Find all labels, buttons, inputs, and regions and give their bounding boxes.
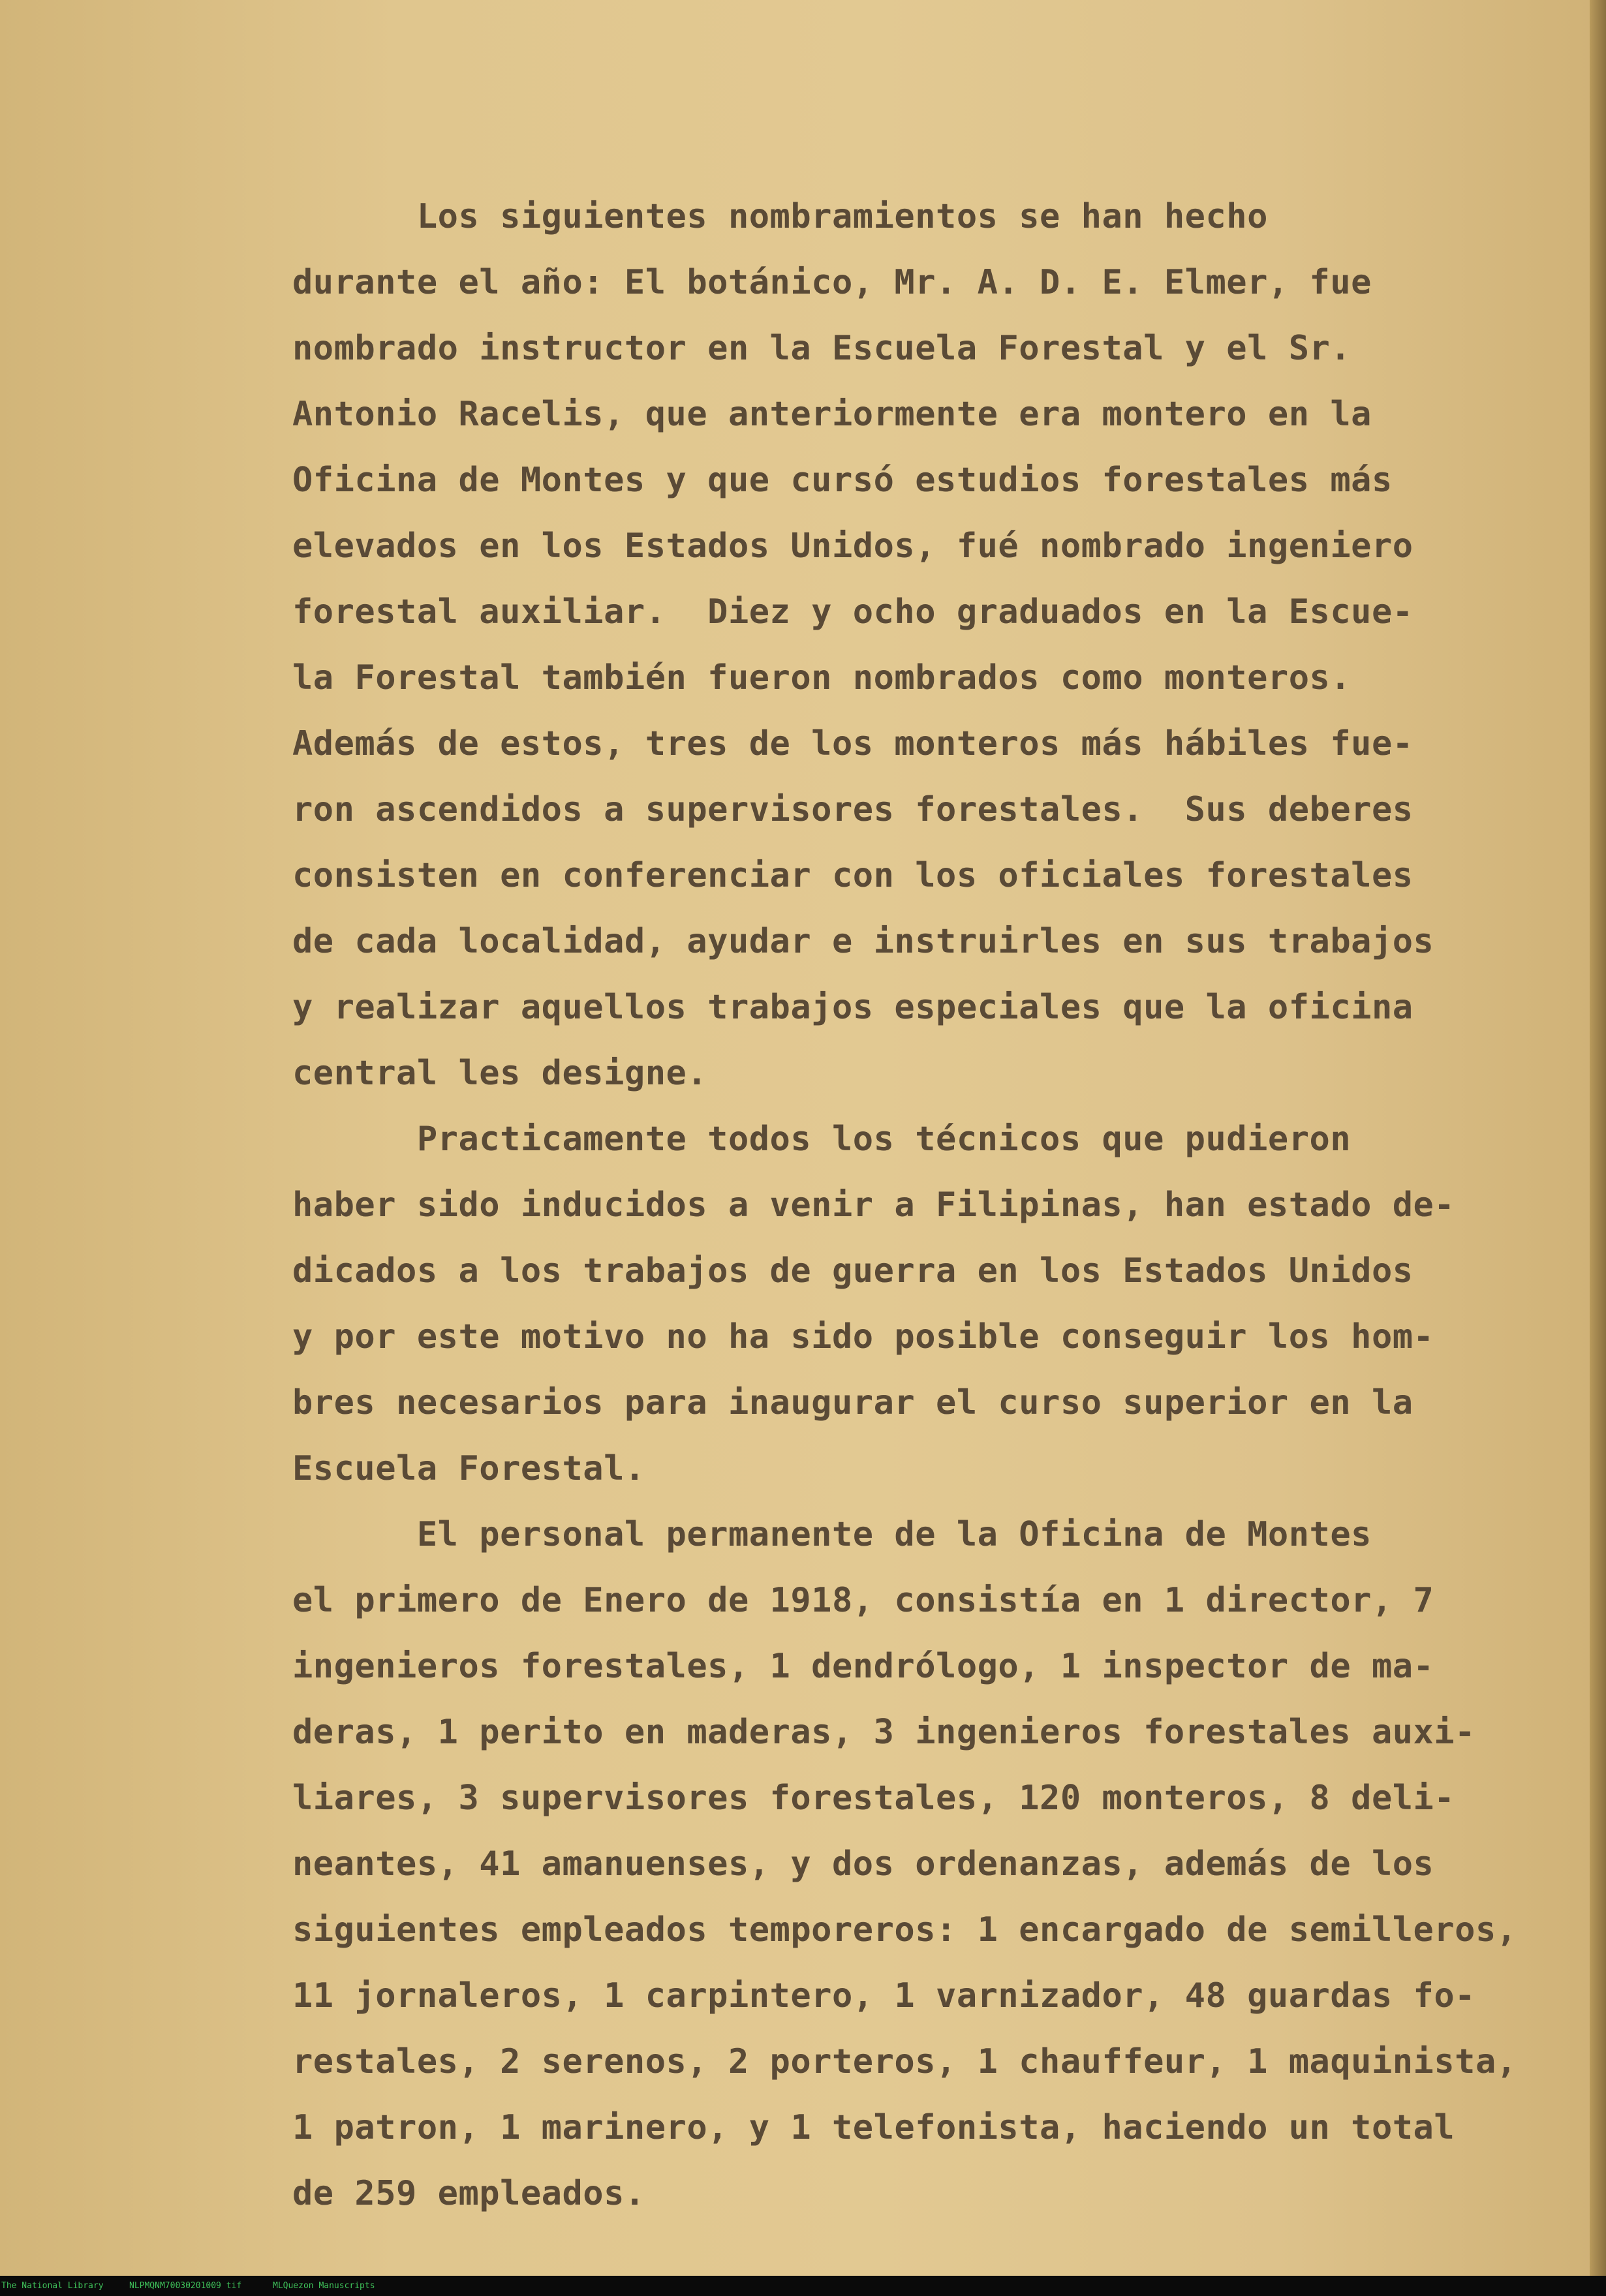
text-line: central les designe. [292, 1054, 708, 1093]
scan-footer [0, 2276, 1606, 2296]
text-line: y por este motivo no ha sido posible conseguir los hom- [292, 1317, 1434, 1356]
text-line: Practicamente todos los técnicos que pudieron [292, 1120, 1351, 1159]
text-line: bres necesarios para inaugurar el curso superior en la [292, 1383, 1413, 1422]
text-line: elevados en los Estados Unidos, fué nombrado ingeniero [292, 527, 1413, 566]
text-line: restales, 2 serenos, 2 porteros, 1 chauffeur, 1 maquinista, [292, 2042, 1517, 2081]
text-line: Escuela Forestal. [292, 1449, 645, 1488]
text-line: el primero de Enero de 1918, consistía en 1 director, 7 [292, 1581, 1434, 1620]
paper-edge-shadow [1590, 0, 1606, 2276]
footer-collection: MLQuezon Manuscripts [273, 2281, 375, 2291]
text-line: deras, 1 perito en maderas, 3 ingenieros forestales auxi- [292, 1713, 1475, 1752]
text-line: Antonio Racelis, que anteriormente era montero en la [292, 395, 1372, 434]
text-line: nombrado instructor en la Escuela Forestal y el Sr. [292, 329, 1351, 368]
text-line: neantes, 41 amanuenses, y dos ordenanzas, además de los [292, 1844, 1434, 1884]
text-line: liares, 3 supervisores forestales, 120 monteros, 8 deli- [292, 1779, 1455, 1818]
document-body [292, 184, 1552, 2227]
text-line: siguientes empleados temporeros: 1 encargado de semilleros, [292, 1910, 1517, 1950]
text-line: El personal permanente de la Oficina de Montes [292, 1515, 1372, 1554]
text-line: durante el año: El botánico, Mr. A. D. E. Elmer, fue [292, 263, 1372, 302]
text-line: ingenieros forestales, 1 dendrólogo, 1 inspector de ma- [292, 1647, 1434, 1686]
text-line: Además de estos, tres de los monteros más hábiles fue- [292, 724, 1413, 763]
text-line: 1 patron, 1 marinero, y 1 telefonista, haciendo un total [292, 2108, 1455, 2147]
footer-file: NLPMQNM70030201009 tif [129, 2281, 242, 2291]
text-line: ron ascendidos a supervisores forestales. Sus deberes [292, 790, 1413, 829]
text-line: haber sido inducidos a venir a Filipinas, han estado de- [292, 1186, 1455, 1225]
text-line: forestal auxiliar. Diez y ocho graduados en la Escue- [292, 592, 1413, 632]
text-line: Los siguientes nombramientos se han hecho [292, 197, 1268, 236]
text-line: Oficina de Montes y que cursó estudios forestales más [292, 461, 1393, 500]
text-line: 11 jornaleros, 1 carpintero, 1 varnizador, 48 guardas fo- [292, 1976, 1475, 2015]
text-line: consisten en conferenciar con los oficiales forestales [292, 856, 1413, 895]
footer-library: The National Library [1, 2281, 104, 2291]
text-line: de 259 empleados. [292, 2174, 645, 2213]
text-line: de cada localidad, ayudar e instruirles en sus trabajos [292, 922, 1434, 961]
text-line: dicados a los trabajos de guerra en los Estados Unidos [292, 1251, 1413, 1291]
text-line: la Forestal también fueron nombrados como monteros. [292, 658, 1351, 697]
text-line: y realizar aquellos trabajos especiales que la oficina [292, 988, 1413, 1027]
